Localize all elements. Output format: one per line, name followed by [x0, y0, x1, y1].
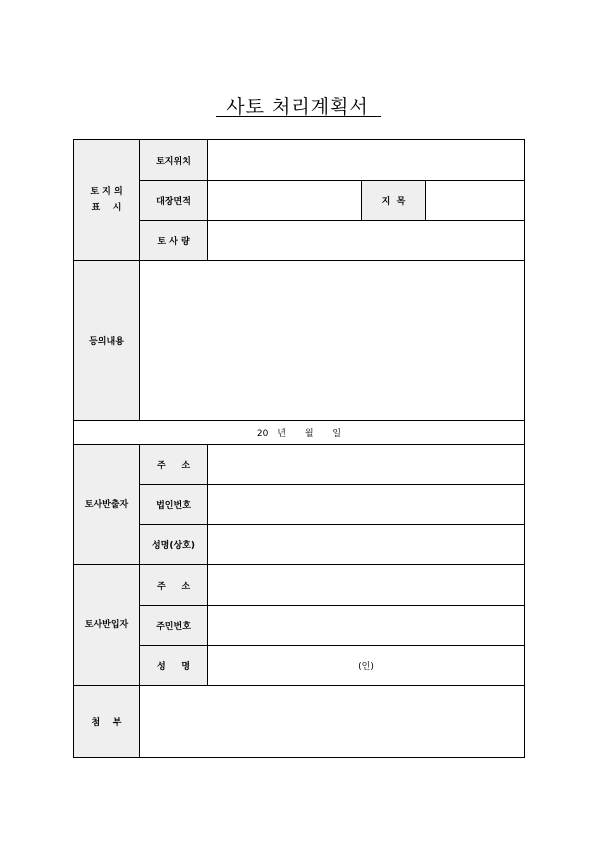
exporter-name-field[interactable] [208, 525, 525, 565]
exporter-address-label: 주 소 [140, 445, 208, 485]
registered-area-label: 대장면적 [140, 181, 208, 221]
exporter-address-field[interactable] [208, 445, 525, 485]
land-category-field[interactable] [426, 181, 525, 221]
consent-content-field[interactable] [140, 261, 525, 421]
importer-resident-number-label: 주민번호 [140, 606, 208, 646]
land-group-line2: 표 시 [91, 203, 122, 213]
title-underline [216, 116, 381, 117]
land-category-label: 지 목 [362, 181, 426, 221]
exporter-corp-number-label: 법인번호 [140, 485, 208, 525]
land-location-field[interactable] [208, 140, 525, 181]
importer-group-label: 토사반입자 [74, 565, 140, 686]
exporter-group-label: 토사반출자 [74, 445, 140, 565]
attachment-field[interactable] [140, 686, 525, 758]
date-day-unit: 일 [332, 429, 342, 439]
importer-resident-number-field[interactable] [208, 606, 525, 646]
soil-amount-field[interactable] [208, 221, 525, 261]
seal-mark: (인) [358, 662, 374, 672]
importer-name-label: 성 명 [140, 646, 208, 686]
consent-content-label: 등의내용 [74, 261, 140, 421]
importer-name-field[interactable] [208, 646, 525, 686]
importer-address-field[interactable] [208, 565, 525, 606]
attachment-label: 첨 부 [74, 686, 140, 758]
importer-address-label: 주 소 [140, 565, 208, 606]
exporter-name-label: 성명(상호) [140, 525, 208, 565]
plan-form-table [73, 139, 525, 758]
date-month-unit: 월 [304, 429, 314, 439]
soil-amount-label: 토 사 량 [140, 221, 208, 261]
land-display-group-label [74, 140, 140, 261]
land-location-label: 토지위치 [140, 140, 208, 181]
land-group-line1: 토 지 의 [90, 187, 123, 197]
document-title: 사토 처리계획서 [226, 96, 369, 118]
date-year-unit: 년 [277, 429, 286, 439]
date-row [74, 421, 525, 445]
registered-area-field[interactable] [208, 181, 362, 221]
exporter-corp-number-field[interactable] [208, 485, 525, 525]
date-year-prefix: 20 [256, 429, 269, 439]
